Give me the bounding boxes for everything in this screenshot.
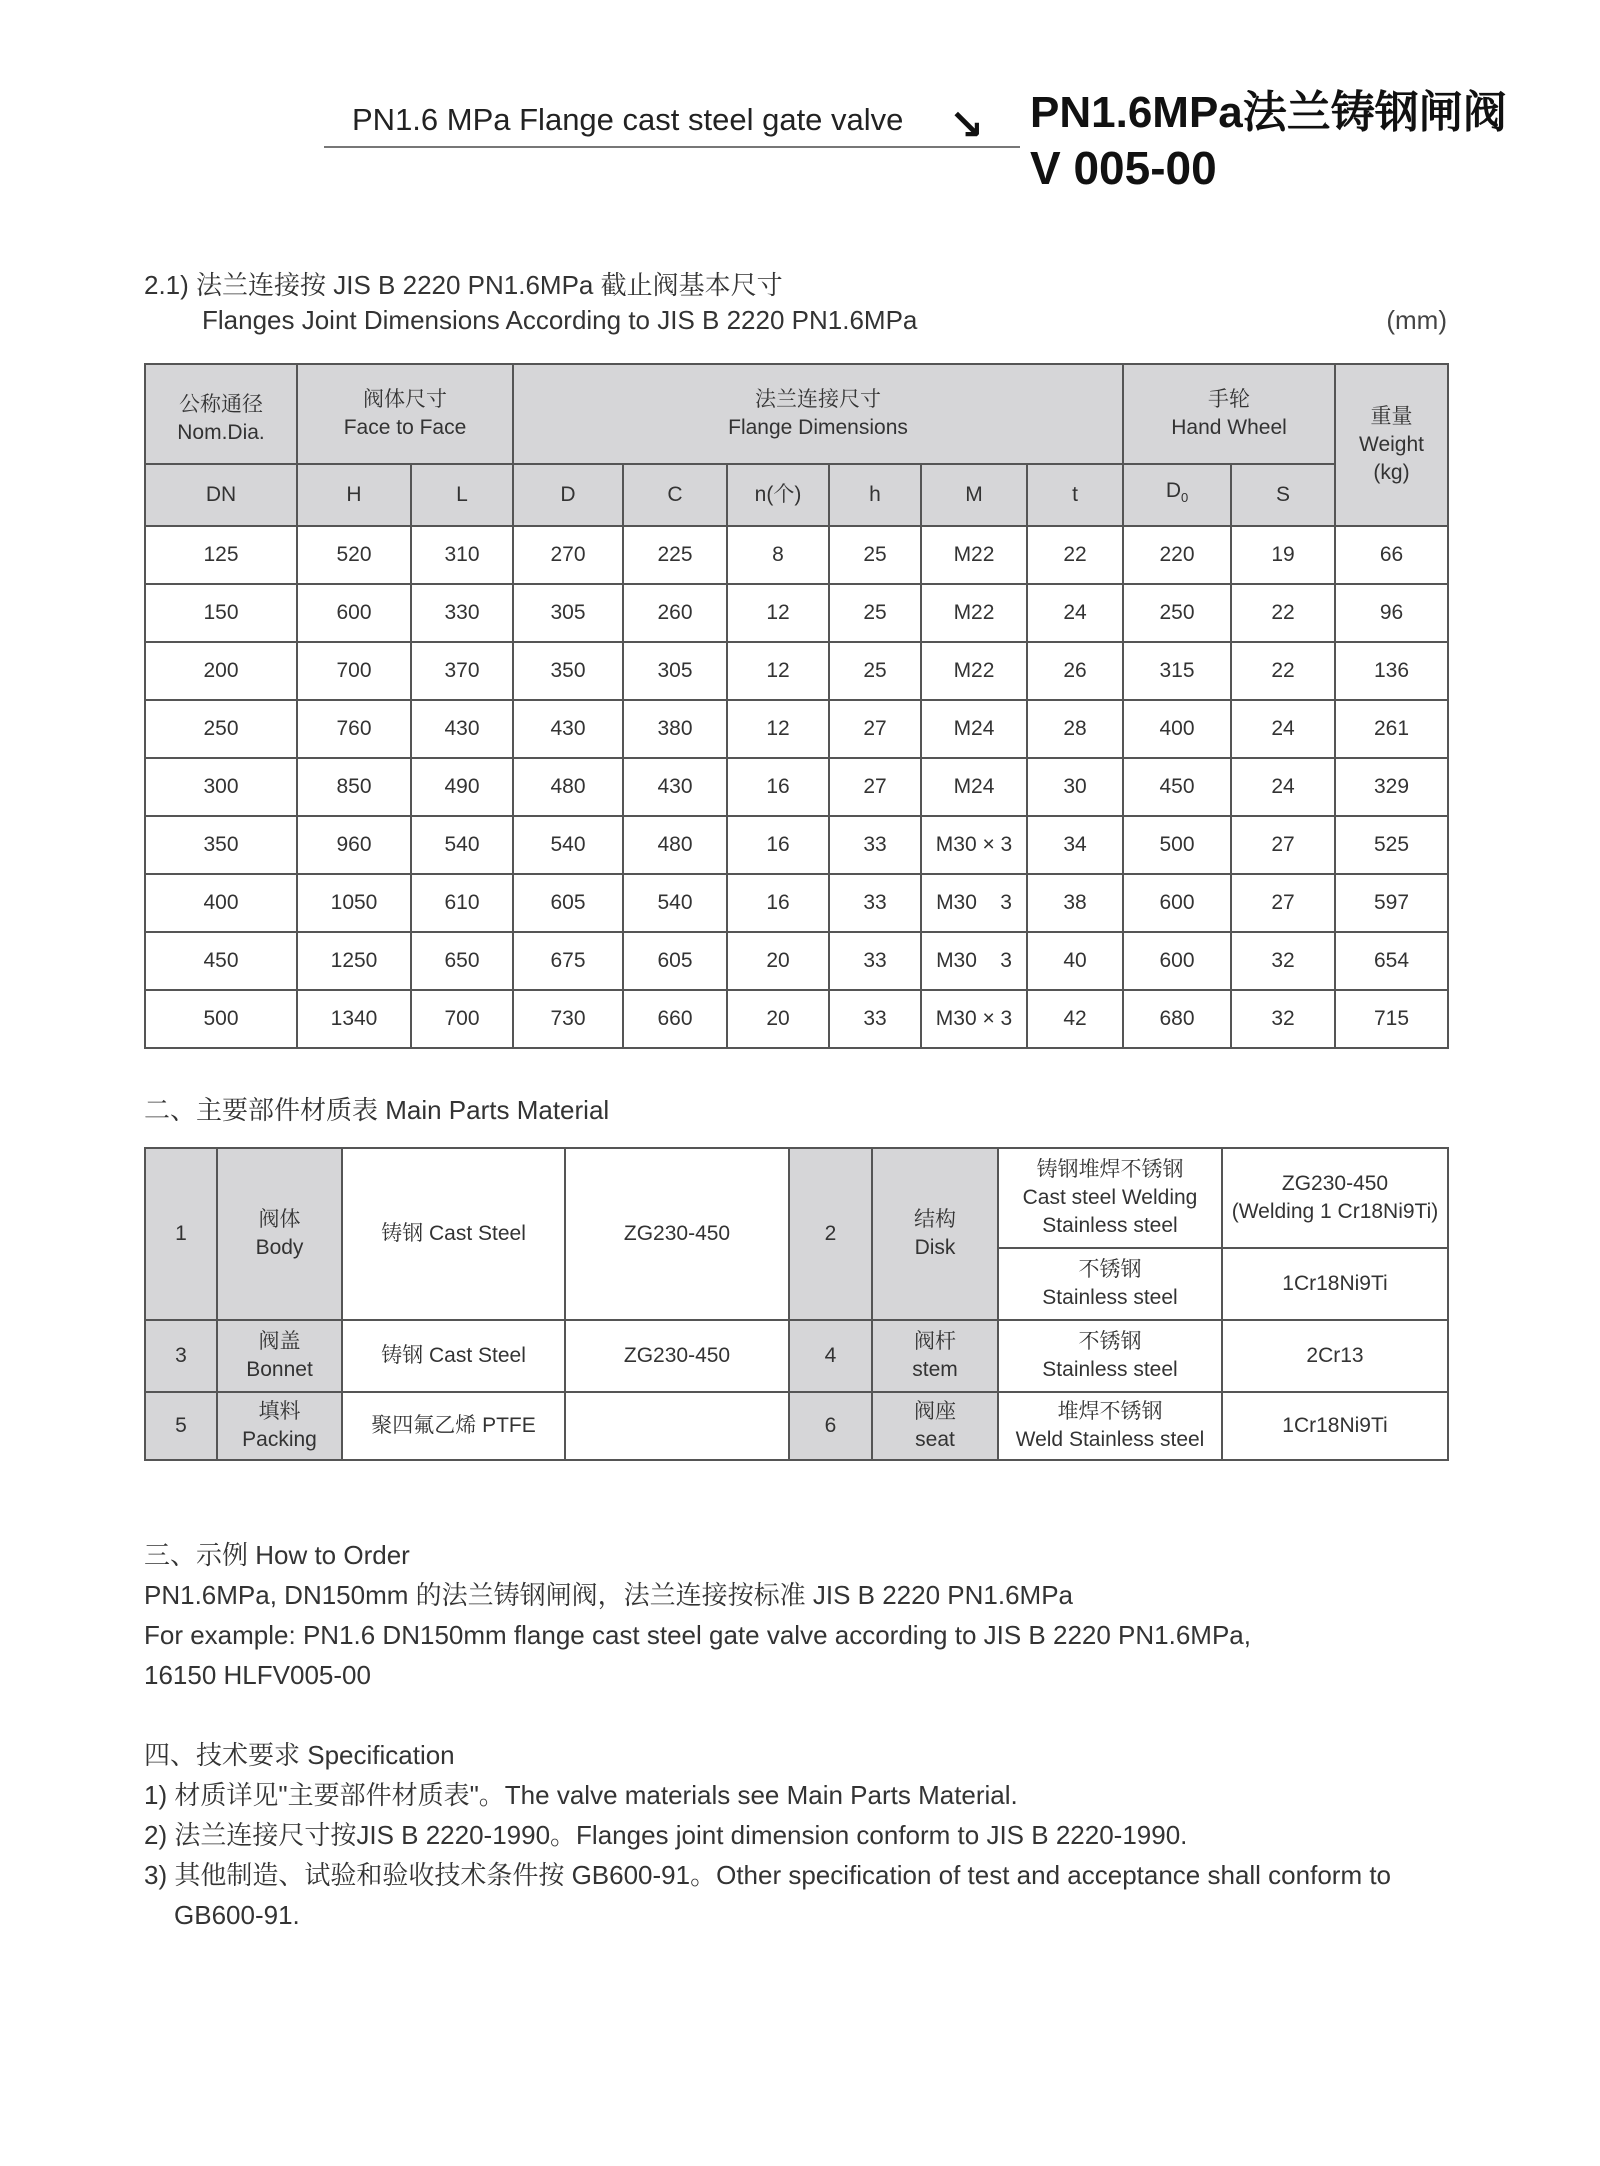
- part-6-material: [998, 1392, 1222, 1460]
- table-cell: 33: [829, 874, 921, 932]
- header-subtitle-bar: [324, 98, 1020, 148]
- spec-item-3-cont: GB600-91.: [174, 1900, 300, 1930]
- part-1-name-en: Body: [255, 1236, 304, 1259]
- part-4-name-en: stem: [912, 1358, 958, 1381]
- part-4-name: [872, 1320, 998, 1392]
- table-cell: 610: [411, 874, 513, 932]
- part-3-name-cn: 阀盖: [258, 1330, 301, 1353]
- header-flange-en: Flange Dimensions: [728, 416, 908, 439]
- table-cell: 136: [1335, 642, 1448, 700]
- table-cell: 19: [1231, 526, 1335, 584]
- table-cell: M30 × 3: [921, 990, 1027, 1048]
- table-cell: 430: [513, 700, 623, 758]
- part-2-material-a: [998, 1148, 1222, 1248]
- header-nom-dia-en: Nom.Dia.: [177, 421, 265, 444]
- table-row: [145, 526, 1448, 584]
- part-5-number: 5: [145, 1392, 217, 1460]
- part-3-material: 铸钢 Cast Steel: [342, 1320, 565, 1392]
- order-line-3: 16150 HLFV005-00: [144, 1660, 371, 1690]
- table-cell: 27: [829, 700, 921, 758]
- table-cell: 350: [145, 816, 297, 874]
- header-hand-wheel: [1123, 364, 1335, 464]
- table-cell: 96: [1335, 584, 1448, 642]
- part-6-material-en: Weld Stainless steel: [1015, 1428, 1205, 1451]
- part-3-name-en: Bonnet: [246, 1358, 313, 1381]
- table-cell: 597: [1335, 874, 1448, 932]
- part-1-material: 铸钢 Cast Steel: [342, 1148, 565, 1320]
- table-cell: 730: [513, 990, 623, 1048]
- part-2-grade-a: [1222, 1148, 1448, 1248]
- part-1-name: [217, 1148, 342, 1320]
- order-line-1: PN1.6MPa, DN150mm 的法兰铸钢闸阀，法兰连接按标准 JIS B 2220 PN1.6MPa: [144, 1580, 1074, 1610]
- table-cell: 660: [623, 990, 727, 1048]
- part-2-name: [872, 1148, 998, 1320]
- table-cell: 33: [829, 990, 921, 1048]
- part-4-material-cn: 不锈钢: [1078, 1330, 1142, 1353]
- table-cell: 430: [411, 700, 513, 758]
- table-cell: M22: [921, 642, 1027, 700]
- col-header-n: n(个): [727, 464, 829, 526]
- table-cell: 12: [727, 700, 829, 758]
- dimensions-table: [144, 363, 1449, 1049]
- table-cell: 28: [1027, 700, 1123, 758]
- table-cell: 25: [829, 526, 921, 584]
- unit-label: (mm): [1386, 305, 1447, 335]
- col-header-d0-base: D: [1165, 479, 1181, 503]
- order-title: 三、示例 How to Order: [144, 1540, 410, 1570]
- table-cell: 310: [411, 526, 513, 584]
- table-cell: 330: [411, 584, 513, 642]
- table-cell: 261: [1335, 700, 1448, 758]
- table-cell: M30 3: [921, 932, 1027, 990]
- part-4-number: 4: [789, 1320, 872, 1392]
- table-cell: M24: [921, 700, 1027, 758]
- part-2-material-b-cn: 不锈钢: [1078, 1258, 1142, 1281]
- table-cell: 540: [513, 816, 623, 874]
- table-cell: 24: [1231, 758, 1335, 816]
- table-cell: 30: [1027, 758, 1123, 816]
- header-face-to-face: [297, 364, 513, 464]
- table-cell: 12: [727, 584, 829, 642]
- table-cell: 33: [829, 932, 921, 990]
- table-row: [145, 874, 1448, 932]
- part-5-name-cn: 填料: [258, 1400, 301, 1423]
- header-title-block: [1030, 86, 1507, 196]
- spec-item-1: 1) 材质详见"主要部件材质表"。The valve materials see Main Parts Material.: [144, 1780, 1018, 1810]
- dimensions-table-body: [145, 526, 1448, 1048]
- dims-section-title-en: Flanges Joint Dimensions According to JIS B 2220 PN1.6MPa: [202, 305, 918, 335]
- table-cell: 26: [1027, 642, 1123, 700]
- table-cell: 250: [1123, 584, 1231, 642]
- order-line-2: For example: PN1.6 DN150mm flange cast steel gate valve according to JIS B 2220 PN1.6MPa,: [144, 1620, 1251, 1650]
- part-5-grade: [565, 1392, 789, 1460]
- table-cell: 33: [829, 816, 921, 874]
- table-cell: M24: [921, 758, 1027, 816]
- header-nom-dia: [145, 364, 297, 464]
- part-4-material-en: Stainless steel: [1042, 1358, 1178, 1381]
- table-cell: 22: [1231, 584, 1335, 642]
- table-cell: 25: [829, 584, 921, 642]
- table-cell: M30 3: [921, 874, 1027, 932]
- col-header-d0: [1123, 464, 1231, 526]
- col-header-l: L: [411, 464, 513, 526]
- table-cell: 16: [727, 758, 829, 816]
- table-row: [145, 816, 1448, 874]
- part-3-name: [217, 1320, 342, 1392]
- part-2-material-b: [998, 1248, 1222, 1320]
- table-cell: 370: [411, 642, 513, 700]
- table-cell: 430: [623, 758, 727, 816]
- table-cell: 450: [1123, 758, 1231, 816]
- table-cell: 8: [727, 526, 829, 584]
- table-cell: 1340: [297, 990, 411, 1048]
- col-header-c: C: [623, 464, 727, 526]
- table-cell: 27: [1231, 816, 1335, 874]
- header-face-en: Face to Face: [343, 416, 467, 439]
- part-4-name-cn: 阀杆: [914, 1330, 956, 1353]
- part-2-grade-b: 1Cr18Ni9Ti: [1222, 1248, 1448, 1320]
- part-5-name: [217, 1392, 342, 1460]
- table-cell: 300: [145, 758, 297, 816]
- col-header-m: M: [921, 464, 1027, 526]
- table-cell: 42: [1027, 990, 1123, 1048]
- table-row: [145, 990, 1448, 1048]
- table-cell: 305: [623, 642, 727, 700]
- table-cell: 125: [145, 526, 297, 584]
- part-6-name-en: seat: [915, 1428, 955, 1451]
- table-cell: 22: [1027, 526, 1123, 584]
- table-cell: 220: [1123, 526, 1231, 584]
- arrow-down-right-icon: ↘: [948, 101, 984, 148]
- table-cell: 22: [1231, 642, 1335, 700]
- table-cell: 32: [1231, 932, 1335, 990]
- table-cell: 605: [623, 932, 727, 990]
- table-cell: 1250: [297, 932, 411, 990]
- table-cell: 600: [297, 584, 411, 642]
- materials-section-title: 二、主要部件材质表 Main Parts Material: [144, 1095, 610, 1125]
- table-row: [145, 758, 1448, 816]
- table-cell: 20: [727, 990, 829, 1048]
- col-header-d: D: [513, 464, 623, 526]
- table-cell: 1050: [297, 874, 411, 932]
- table-cell: 490: [411, 758, 513, 816]
- part-5-material: 聚四氟乙烯 PTFE: [342, 1392, 565, 1460]
- table-row: [145, 700, 1448, 758]
- spec-item-3: 3) 其他制造、试验和验收技术条件按 GB600-91。Other specification of test and acceptance shall conform to: [144, 1860, 1392, 1890]
- part-6-name-cn: 阀座: [914, 1400, 956, 1423]
- part-6-number: 6: [789, 1392, 872, 1460]
- part-3-grade: ZG230-450: [565, 1320, 789, 1392]
- header-weight-unit: (kg): [1373, 461, 1410, 484]
- table-cell: M30 × 3: [921, 816, 1027, 874]
- model-number: V 005-00: [1030, 142, 1217, 194]
- col-header-dn: DN: [145, 464, 297, 526]
- header-wheel-en: Hand Wheel: [1171, 416, 1287, 439]
- table-cell: 270: [513, 526, 623, 584]
- table-cell: 25: [829, 642, 921, 700]
- col-header-t: t: [1027, 464, 1123, 526]
- table-cell: 850: [297, 758, 411, 816]
- table-cell: 260: [623, 584, 727, 642]
- table-cell: 760: [297, 700, 411, 758]
- table-cell: 960: [297, 816, 411, 874]
- table-cell: 680: [1123, 990, 1231, 1048]
- table-cell: 350: [513, 642, 623, 700]
- header-weight-en: Weight: [1359, 433, 1424, 456]
- table-cell: 650: [411, 932, 513, 990]
- table-cell: 605: [513, 874, 623, 932]
- table-cell: 520: [297, 526, 411, 584]
- table-cell: 329: [1335, 758, 1448, 816]
- table-cell: 12: [727, 642, 829, 700]
- table-cell: 27: [1231, 874, 1335, 932]
- order-section: [144, 1535, 1251, 1695]
- table-cell: 16: [727, 816, 829, 874]
- part-5-name-en: Packing: [242, 1428, 317, 1451]
- page-title: PN1.6MPa法兰铸钢闸阀: [1030, 88, 1507, 137]
- table-cell: 305: [513, 584, 623, 642]
- header-subtitle: PN1.6 MPa Flange cast steel gate valve: [352, 102, 904, 137]
- part-1-number: 1: [145, 1148, 217, 1320]
- table-cell: 500: [1123, 816, 1231, 874]
- part-2-material-b-en: Stainless steel: [1042, 1286, 1178, 1309]
- table-cell: 715: [1335, 990, 1448, 1048]
- table-cell: 16: [727, 874, 829, 932]
- table-cell: 150: [145, 584, 297, 642]
- table-row: [145, 584, 1448, 642]
- col-header-d0-sub: 0: [1180, 490, 1189, 506]
- part-6-grade: 1Cr18Ni9Ti: [1222, 1392, 1448, 1460]
- table-cell: 225: [623, 526, 727, 584]
- table-cell: 400: [145, 874, 297, 932]
- table-cell: 675: [513, 932, 623, 990]
- table-cell: 200: [145, 642, 297, 700]
- part-2-material-a-en1: Cast steel Welding: [1022, 1186, 1198, 1209]
- table-cell: 500: [145, 990, 297, 1048]
- part-3-number: 3: [145, 1320, 217, 1392]
- table-cell: M22: [921, 584, 1027, 642]
- table-cell: 480: [513, 758, 623, 816]
- table-cell: 27: [829, 758, 921, 816]
- table-cell: 24: [1231, 700, 1335, 758]
- part-2-name-cn: 结构: [914, 1208, 956, 1231]
- part-1-grade: ZG230-450: [565, 1148, 789, 1320]
- header-flange-cn: 法兰连接尺寸: [755, 388, 881, 411]
- spec-title: 四、技术要求 Specification: [144, 1740, 455, 1770]
- col-header-h-small: h: [829, 464, 921, 526]
- part-1-name-cn: 阀体: [258, 1208, 301, 1231]
- header-weight-cn: 重量: [1370, 405, 1413, 428]
- table-cell: 66: [1335, 526, 1448, 584]
- table-cell: 600: [1123, 874, 1231, 932]
- table-cell: 654: [1335, 932, 1448, 990]
- table-cell: 250: [145, 700, 297, 758]
- part-2-grade-a2: (Welding 1 Cr18Ni9Ti): [1231, 1200, 1439, 1223]
- col-header-s: S: [1231, 464, 1335, 526]
- header-weight: [1335, 364, 1448, 526]
- materials-table: [144, 1147, 1449, 1461]
- header-wheel-cn: 手轮: [1208, 388, 1251, 411]
- table-cell: 450: [145, 932, 297, 990]
- header-nom-dia-cn: 公称通径: [179, 393, 263, 416]
- part-2-number: 2: [789, 1148, 872, 1320]
- spec-section: [144, 1735, 1391, 1935]
- table-cell: 525: [1335, 816, 1448, 874]
- table-cell: 400: [1123, 700, 1231, 758]
- table-cell: 20: [727, 932, 829, 990]
- header-flange-dimensions: [513, 364, 1123, 464]
- col-header-h: H: [297, 464, 411, 526]
- part-6-material-cn: 堆焊不锈钢: [1057, 1400, 1163, 1423]
- dims-section-title-cn: 2.1) 法兰连接按 JIS B 2220 PN1.6MPa 截止阀基本尺寸: [144, 270, 783, 300]
- table-cell: 32: [1231, 990, 1335, 1048]
- table-cell: M22: [921, 526, 1027, 584]
- table-cell: 315: [1123, 642, 1231, 700]
- table-cell: 700: [411, 990, 513, 1048]
- table-row: [145, 932, 1448, 990]
- table-cell: 600: [1123, 932, 1231, 990]
- table-cell: 34: [1027, 816, 1123, 874]
- table-cell: 40: [1027, 932, 1123, 990]
- table-cell: 380: [623, 700, 727, 758]
- part-2-name-en: Disk: [914, 1236, 956, 1259]
- table-cell: 38: [1027, 874, 1123, 932]
- spec-item-2: 2) 法兰连接尺寸按JIS B 2220-1990。Flanges joint dimension conform to JIS B 2220-1990.: [144, 1820, 1188, 1850]
- part-6-name: [872, 1392, 998, 1460]
- part-2-material-a-en2: Stainless steel: [1042, 1214, 1178, 1237]
- part-4-material: [998, 1320, 1222, 1392]
- table-cell: 700: [297, 642, 411, 700]
- table-cell: 540: [411, 816, 513, 874]
- table-row: [145, 642, 1448, 700]
- part-2-material-a-cn: 铸钢堆焊不锈钢: [1036, 1158, 1184, 1181]
- table-cell: 480: [623, 816, 727, 874]
- part-2-grade-a1: ZG230-450: [1281, 1172, 1389, 1195]
- table-cell: 540: [623, 874, 727, 932]
- part-4-grade: 2Cr13: [1222, 1320, 1448, 1392]
- table-cell: 24: [1027, 584, 1123, 642]
- header-face-cn: 阀体尺寸: [363, 388, 447, 411]
